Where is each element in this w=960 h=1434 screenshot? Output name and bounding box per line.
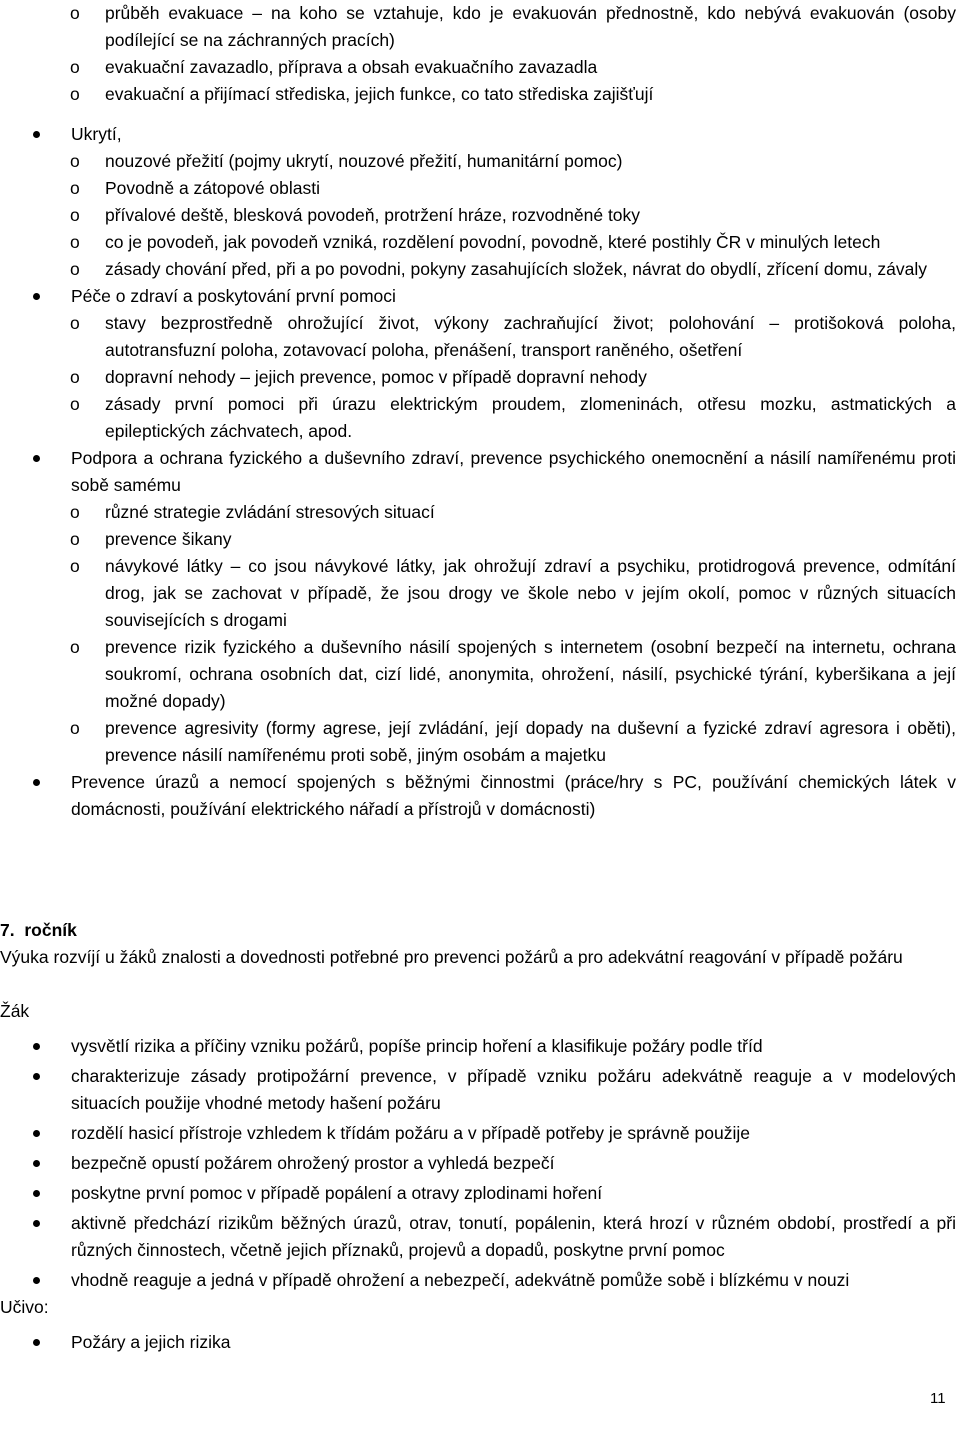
sub-bullet-marker: o	[70, 637, 80, 657]
list-item: rozdělí hasicí přístroje vzhledem k třídám požáru a v případě potřeby je správně použije	[0, 1120, 960, 1147]
list-item: o co je povodeň, jak povodeň vzniká, rozdělení povodní, povodně, které postihly ČR v minulých letech	[0, 229, 960, 256]
sub-bullet-marker: o	[70, 232, 80, 252]
spacer	[0, 1025, 960, 1033]
list-item: o dopravní nehody – jejich prevence, pomoc v případě dopravní nehody	[0, 364, 960, 391]
bullet-item-podpora: Podpora a ochrana fyzického a duševního zdraví, prevence psychického onemocnění a násilí namířenému proti sobě samému	[0, 445, 960, 499]
sub-bullet-marker: o	[70, 502, 80, 522]
sub-bullet-marker: o	[70, 84, 80, 104]
list-item: poskytne první pomoc v případě popálení a otravy zplodinami hoření	[0, 1180, 960, 1207]
sub-bullet-marker: o	[70, 367, 80, 387]
spacer	[0, 1321, 960, 1329]
bullet-dot-icon	[33, 1190, 40, 1197]
spacer	[0, 108, 960, 121]
bullet-dot-icon	[33, 1073, 40, 1080]
section-7-rocnik	[0, 917, 960, 1356]
bullet-dot-icon	[33, 131, 40, 138]
list-item: o přívalové deště, blesková povodeň, protržení hráze, rozvodněné toky	[0, 202, 960, 229]
list-item: o prevence agresivity (formy agrese, její zvládání, její dopady na duševní a fyzické zdraví agresora i oběti), prevence násilí namířenému proti sobě, jiným osobám a majetku	[0, 715, 960, 769]
list-item: o návykové látky – co jsou návykové látky, jak ohrožují zdraví a psychiku, protidrogová prevence, odmítání drog, jak se zachovat v případě, že jsou drogy ve škole nebo v jejím okolí, pomoc v různých situacích souvisejících s drogami	[0, 553, 960, 634]
bullet-item-prevence-urazu: Prevence úrazů a nemocí spojených s běžnými činnostmi (práce/hry s PC, používání chemických látek v domácnosti, používání elektrického nářadí a přístrojů v domácnosti)	[0, 769, 960, 823]
grade-heading: 7. ročník	[0, 920, 77, 940]
list-item: vhodně reaguje a jedná v případě ohrožení a nebezpečí, adekvátně pomůže sobě i blízkému v nouzi	[0, 1267, 960, 1294]
list-item: o evakuační a přijímací střediska, jejich funkce, co tato střediska zajišťují	[0, 81, 960, 108]
bullet-item-pece-o-zdravi: Péče o zdraví a poskytování první pomoci	[0, 283, 960, 310]
list-item: o průběh evakuace – na koho se vztahuje, kdo je evakuován přednostně, kdo nebývá evakuován (osoby podílející se na záchranných pracích)	[0, 0, 960, 54]
grade-intro: Výuka rozvíjí u žáků znalosti a dovednosti potřebné pro prevenci požárů a pro adekvátní reagování v případě požáru	[0, 947, 903, 967]
list-item: o různé strategie zvládání stresových situací	[0, 499, 960, 526]
bullet-dot-icon	[33, 455, 40, 462]
spacer	[0, 971, 960, 998]
list-item: aktivně předchází rizikům běžných úrazů, otrav, tonutí, popálenin, která hrozí v různém období, prostředí a při různých činnostech, včetně jejich příznaků, projevů a dopadů, poskytne první pomoc	[0, 1210, 960, 1264]
sub-bullet-marker: o	[70, 313, 80, 333]
list-item: o Povodně a zátopové oblasti	[0, 175, 960, 202]
list-item: charakterizuje zásady protipožární prevence, v případě vzniku požáru adekvátně reaguje a v modelových situacích použije vhodné metody hašení požáru	[0, 1063, 960, 1117]
bullet-dot-icon	[33, 1043, 40, 1050]
bullet-dot-icon	[33, 779, 40, 786]
sub-bullet-marker: o	[70, 556, 80, 576]
bullet-dot-icon	[33, 293, 40, 300]
list-item: Požáry a jejich rizika	[0, 1329, 960, 1356]
sub-bullet-marker: o	[70, 178, 80, 198]
list-item: o prevence šikany	[0, 526, 960, 553]
page-number: 11	[930, 1390, 946, 1407]
sub-bullet-marker: o	[70, 259, 80, 279]
sub-bullet-marker: o	[70, 57, 80, 77]
bullet-dot-icon	[33, 1339, 40, 1346]
zak-label: Žák	[0, 1001, 30, 1021]
list-item: o prevence rizik fyzického a duševního násilí spojených s internetem (osobní bezpečí na internetu, ochrana soukromí, ochrana osobních dat, cizí lidé, anonymita, ohrožení, násilí, psychické týrání, kyberšikana a její možné dopady)	[0, 634, 960, 715]
sub-bullet-marker: o	[70, 151, 80, 171]
bullet-item-ukryti: Ukrytí,	[0, 121, 960, 148]
list-item: o zásady chování před, při a po povodni, pokyny zasahujících složek, návrat do obydlí, zřícení domu, závaly	[0, 256, 960, 283]
bullet-dot-icon	[33, 1160, 40, 1167]
sub-bullet-marker: o	[70, 718, 80, 738]
list-item: bezpečně opustí požárem ohrožený prostor a vyhledá bezpečí	[0, 1150, 960, 1177]
list-item: o stavy bezprostředně ohrožující život, výkony zachraňující život; polohování – protišoková poloha, autotransfuzní poloha, zotavovací poloha, přenášení, transport raněného, ošetření	[0, 310, 960, 364]
ucivo-label: Učivo:	[0, 1297, 49, 1317]
sub-bullet-marker: o	[70, 205, 80, 225]
sub-bullet-marker: o	[70, 529, 80, 549]
list-item: o nouzové přežití (pojmy ukrytí, nouzové přežití, humanitární pomoc)	[0, 148, 960, 175]
sub-bullet-marker: o	[70, 394, 80, 414]
bullet-dot-icon	[33, 1220, 40, 1227]
bullet-dot-icon	[33, 1130, 40, 1137]
sub-bullet-marker: o	[70, 3, 80, 23]
list-item: vysvětlí rizika a příčiny vzniku požárů, popíše princip hoření a klasifikuje požáry podle tříd	[0, 1033, 960, 1060]
list-item: o zásady první pomoci při úrazu elektrickým proudem, zlomeninách, otřesu mozku, astmatických a epileptických záchvatech, apod.	[0, 391, 960, 445]
list-item: o evakuační zavazadlo, příprava a obsah evakuačního zavazadla	[0, 54, 960, 81]
bullet-dot-icon	[33, 1277, 40, 1284]
